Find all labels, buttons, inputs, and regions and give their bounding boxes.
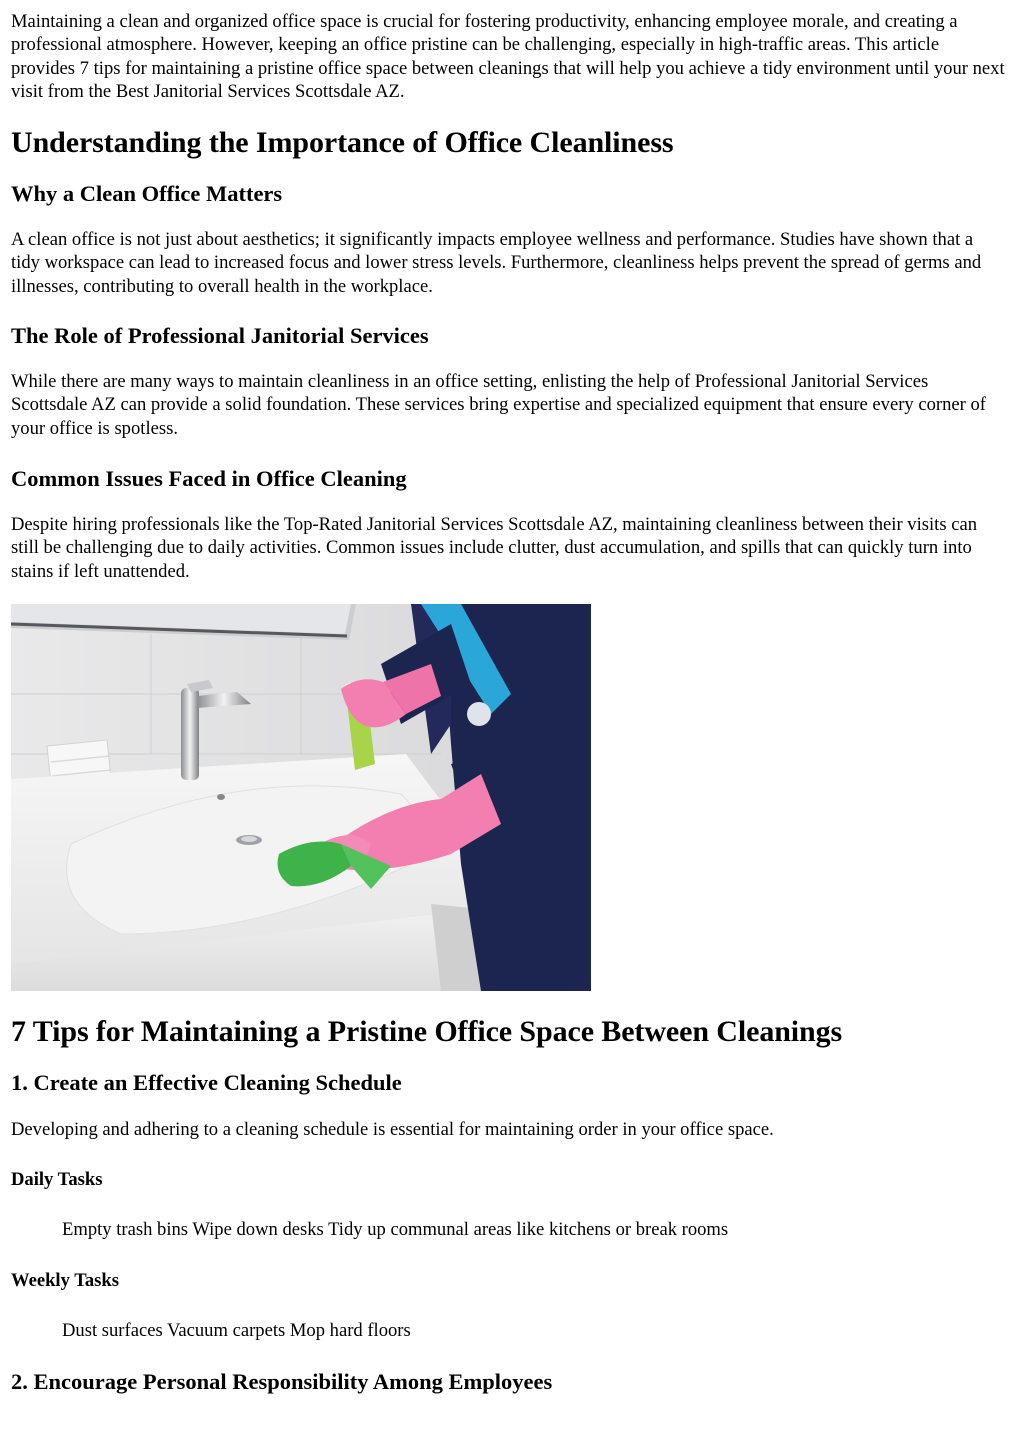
subheading-role-janitorial: The Role of Professional Janitorial Services	[11, 323, 429, 349]
list-daily-tasks: Empty trash bins Wipe down desks Tidy up communal areas like kitchens or break rooms	[62, 1219, 729, 1241]
article	[11, 0, 1006, 1396]
paragraph-role-janitorial: While there are many ways to maintain cleanliness in an office setting, enlisting the help of Professional Janitorial Services Scottsdale AZ can provide a solid foundation. These services bring expertise and specialized equipment that ensure every corner of your office is spotless.	[11, 371, 986, 439]
subheading-tip-2: 2. Encourage Personal Responsibility Among Employees	[11, 1369, 553, 1395]
subheading-weekly-tasks: Weekly Tasks	[11, 1270, 119, 1292]
paragraph-common-issues: Despite hiring professionals like the Top-Rated Janitorial Services Scottsdale AZ, maintaining cleanliness between their visits can still be challenging due to daily activities. Common issues include clutter, dust accumulation, and spills that can quickly turn into stains if left unattended.	[11, 513, 978, 582]
subheading-tip-1: 1. Create an Effective Cleaning Schedule	[11, 1069, 402, 1095]
paragraph-tip-1: Developing and adhering to a cleaning schedule is essential for maintaining order in your office space.	[11, 1118, 774, 1140]
cleaning-photo	[11, 604, 1006, 991]
list-weekly-tasks: Dust surfaces Vacuum carpets Mop hard floors	[62, 1320, 411, 1342]
subheading-common-issues: Common Issues Faced in Office Cleaning	[11, 465, 407, 491]
subheading-daily-tasks: Daily Tasks	[11, 1169, 103, 1191]
section-heading-7-tips: 7 Tips for Maintaining a Pristine Office Space Between Cleanings	[11, 1014, 843, 1048]
cleaning-sink-photo	[11, 604, 591, 991]
paragraph-why-clean: A clean office is not just about aesthetics; it significantly impacts employee wellness and performance. Studies have shown that a tidy workspace can lead to increased focus and lower stress levels. Furthermore, cleanliness helps prevent the spread of germs and illnesses, contributing to overall health in the workplace.	[11, 229, 982, 297]
subheading-why-clean: Why a Clean Office Matters	[11, 181, 283, 207]
section-heading-importance: Understanding the Importance of Office Cleanliness	[11, 126, 674, 160]
intro-paragraph: Maintaining a clean and organized office space is crucial for fostering productivity, enhancing employee morale, and creating a professional atmosphere. However, keeping an office pristine can be challenging, especially in high-traffic areas. This article provides 7 tips for maintaining a pristine office space between cleanings that will help you achieve a tidy environment until your next visit from the Best Janitorial Services Scottsdale AZ.	[11, 11, 1005, 102]
